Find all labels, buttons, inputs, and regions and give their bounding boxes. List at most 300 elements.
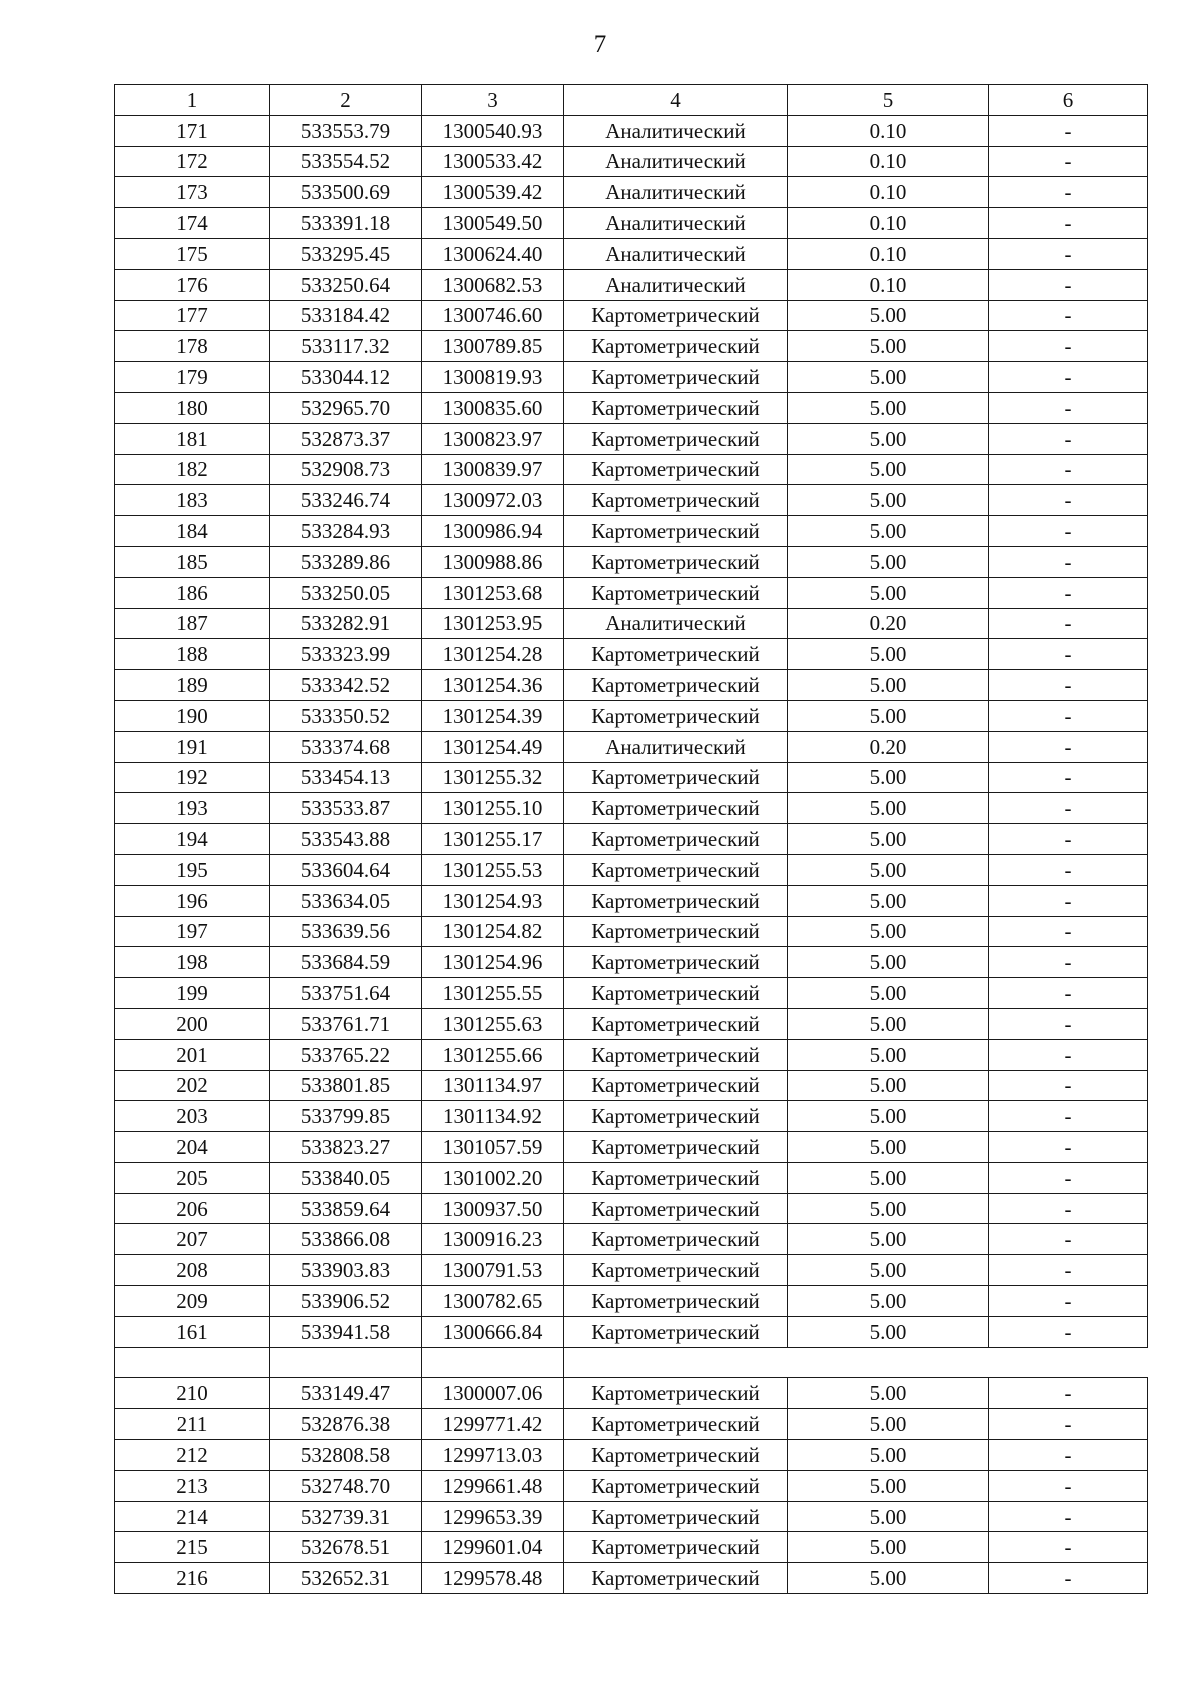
table-cell: -: [989, 1501, 1148, 1532]
table-cell: 532748.70: [270, 1470, 422, 1501]
table-row: [115, 1409, 1148, 1440]
table-cell: 533350.52: [270, 700, 422, 731]
table-cell: Картометрический: [564, 639, 788, 670]
table-cell: Картометрический: [564, 854, 788, 885]
table-cell: 0.10: [788, 238, 989, 269]
table-cell: 216: [115, 1563, 270, 1594]
table-cell: Картометрический: [564, 1316, 788, 1347]
table-cell: 1300782.65: [422, 1286, 564, 1317]
table-cell: 533553.79: [270, 115, 422, 146]
table-cell: 199: [115, 978, 270, 1009]
table-cell: -: [989, 854, 1148, 885]
table-row: [115, 1501, 1148, 1532]
table-cell: 212: [115, 1440, 270, 1471]
table-cell: 178: [115, 331, 270, 362]
table-cell: 533823.27: [270, 1132, 422, 1163]
table-row: [115, 1070, 1148, 1101]
table-row: [115, 1101, 1148, 1132]
table-cell: 1300972.03: [422, 485, 564, 516]
table-row: [115, 854, 1148, 885]
table-cell: [422, 1347, 564, 1378]
table-cell: 1301253.95: [422, 608, 564, 639]
table-cell: Картометрический: [564, 916, 788, 947]
table-cell: -: [989, 485, 1148, 516]
table-row: [115, 238, 1148, 269]
table-cell: Аналитический: [564, 608, 788, 639]
table-cell: 1300539.42: [422, 177, 564, 208]
table-row: [115, 1470, 1148, 1501]
table-cell: 213: [115, 1470, 270, 1501]
table-cell: 1301255.17: [422, 824, 564, 855]
table-cell: 532808.58: [270, 1440, 422, 1471]
table-cell: 533684.59: [270, 947, 422, 978]
table-cell: 1299661.48: [422, 1470, 564, 1501]
table-row: [115, 947, 1148, 978]
table-row: [115, 516, 1148, 547]
table-cell: 210: [115, 1378, 270, 1409]
table-cell: -: [989, 1162, 1148, 1193]
table-cell: -: [989, 546, 1148, 577]
table-cell: 533859.64: [270, 1193, 422, 1224]
coordinates-table-container: [114, 84, 1147, 1594]
table-cell: 1301134.92: [422, 1101, 564, 1132]
table-cell: 532678.51: [270, 1532, 422, 1563]
table-cell: Картометрический: [564, 1563, 788, 1594]
table-cell: -: [989, 1070, 1148, 1101]
table-cell: -: [989, 885, 1148, 916]
table-row: [115, 824, 1148, 855]
table-cell: Картометрический: [564, 1224, 788, 1255]
table-cell: 5.00: [788, 1193, 989, 1224]
table-cell: 533295.45: [270, 238, 422, 269]
table-cell: 1299601.04: [422, 1532, 564, 1563]
table-cell: 1301255.66: [422, 1039, 564, 1070]
table-row: [115, 300, 1148, 331]
table-row: [115, 1378, 1148, 1409]
table-cell: 1301254.93: [422, 885, 564, 916]
table-cell: 0.20: [788, 731, 989, 762]
table-row: [115, 269, 1148, 300]
table-cell: 533184.42: [270, 300, 422, 331]
table-cell: Картометрический: [564, 454, 788, 485]
table-gap-row: [115, 1347, 1148, 1378]
table-cell: -: [989, 208, 1148, 239]
table-cell: 1300746.60: [422, 300, 564, 331]
table-cell: 1299771.42: [422, 1409, 564, 1440]
table-cell: 1300986.94: [422, 516, 564, 547]
table-row: [115, 392, 1148, 423]
table-row: [115, 608, 1148, 639]
table-cell: Картометрический: [564, 1162, 788, 1193]
table-cell: 1301254.28: [422, 639, 564, 670]
table-cell: -: [989, 269, 1148, 300]
table-cell: 196: [115, 885, 270, 916]
table-row: [115, 731, 1148, 762]
table-row: [115, 1286, 1148, 1317]
table-cell: 177: [115, 300, 270, 331]
table-row: [115, 577, 1148, 608]
table-cell: Картометрический: [564, 824, 788, 855]
table-cell: 533391.18: [270, 208, 422, 239]
table-cell: 1301254.36: [422, 670, 564, 701]
table-cell: -: [989, 362, 1148, 393]
table-cell: Картометрический: [564, 577, 788, 608]
table-cell: -: [989, 1532, 1148, 1563]
table-cell: 1300789.85: [422, 331, 564, 362]
table-cell: 1301255.10: [422, 793, 564, 824]
table-cell: 5.00: [788, 670, 989, 701]
table-row: [115, 1008, 1148, 1039]
table-cell: Аналитический: [564, 238, 788, 269]
table-row: [115, 331, 1148, 362]
table-cell: 5.00: [788, 1162, 989, 1193]
table-row: [115, 146, 1148, 177]
table-cell: 5.00: [788, 1070, 989, 1101]
table-cell: 5.00: [788, 1039, 989, 1070]
table-cell: Картометрический: [564, 1409, 788, 1440]
table-cell: Картометрический: [564, 978, 788, 1009]
table-cell: 5.00: [788, 1224, 989, 1255]
table-cell: 5.00: [788, 546, 989, 577]
table-cell: Аналитический: [564, 208, 788, 239]
table-body-secondary: [115, 1378, 1148, 1594]
table-cell: 533634.05: [270, 885, 422, 916]
table-cell: -: [989, 300, 1148, 331]
table-cell: Картометрический: [564, 300, 788, 331]
table-cell: 5.00: [788, 1286, 989, 1317]
table-cell: 202: [115, 1070, 270, 1101]
table-cell: 176: [115, 269, 270, 300]
table-cell: Аналитический: [564, 146, 788, 177]
table-cell: 1301255.53: [422, 854, 564, 885]
table-cell: 180: [115, 392, 270, 423]
table-cell: -: [989, 392, 1148, 423]
table-cell: -: [989, 1008, 1148, 1039]
table-cell: -: [989, 423, 1148, 454]
table-cell: 183: [115, 485, 270, 516]
table-cell: 532965.70: [270, 392, 422, 423]
table-cell: -: [989, 577, 1148, 608]
table-cell: 533044.12: [270, 362, 422, 393]
table-cell: 5.00: [788, 1316, 989, 1347]
table-cell: 208: [115, 1255, 270, 1286]
table-cell: 533799.85: [270, 1101, 422, 1132]
table-cell: 533801.85: [270, 1070, 422, 1101]
table-cell: 0.10: [788, 208, 989, 239]
table-cell: 209: [115, 1286, 270, 1317]
table-cell: [115, 1347, 270, 1378]
table-cell: 1300540.93: [422, 115, 564, 146]
table-cell: 533906.52: [270, 1286, 422, 1317]
table-cell: 5.00: [788, 1563, 989, 1594]
table-cell: Аналитический: [564, 269, 788, 300]
table-cell: [564, 1347, 1148, 1378]
table-cell: Картометрический: [564, 1193, 788, 1224]
table-cell: 207: [115, 1224, 270, 1255]
column-header: 4: [564, 85, 788, 116]
table-cell: 200: [115, 1008, 270, 1039]
table-row: [115, 639, 1148, 670]
table-cell: 1299713.03: [422, 1440, 564, 1471]
table-cell: -: [989, 331, 1148, 362]
table-cell: 533761.71: [270, 1008, 422, 1039]
table-cell: 1301254.49: [422, 731, 564, 762]
table-cell: 533866.08: [270, 1224, 422, 1255]
table-cell: -: [989, 731, 1148, 762]
table-cell: 1301255.32: [422, 762, 564, 793]
table-cell: Картометрический: [564, 423, 788, 454]
table-cell: 194: [115, 824, 270, 855]
table-cell: -: [989, 1286, 1148, 1317]
table-cell: 5.00: [788, 516, 989, 547]
table-cell: -: [989, 1563, 1148, 1594]
column-header: 6: [989, 85, 1148, 116]
table-cell: 5.00: [788, 1470, 989, 1501]
table-cell: 5.00: [788, 454, 989, 485]
table-cell: 5.00: [788, 824, 989, 855]
table-cell: 5.00: [788, 793, 989, 824]
table-cell: 171: [115, 115, 270, 146]
table-cell: -: [989, 115, 1148, 146]
table-header-row: [115, 85, 1148, 116]
table-cell: 533282.91: [270, 608, 422, 639]
table-cell: 173: [115, 177, 270, 208]
table-cell: 1300937.50: [422, 1193, 564, 1224]
table-cell: Картометрический: [564, 1501, 788, 1532]
table-cell: 189: [115, 670, 270, 701]
table-cell: 533500.69: [270, 177, 422, 208]
table-cell: 1300916.23: [422, 1224, 564, 1255]
table-cell: 192: [115, 762, 270, 793]
table-cell: -: [989, 1440, 1148, 1471]
table-cell: Картометрический: [564, 1101, 788, 1132]
table-cell: 5.00: [788, 300, 989, 331]
table-cell: 185: [115, 546, 270, 577]
table-cell: 533342.52: [270, 670, 422, 701]
table-cell: 533604.64: [270, 854, 422, 885]
table-cell: 175: [115, 238, 270, 269]
table-row: [115, 454, 1148, 485]
table-cell: 5.00: [788, 885, 989, 916]
table-cell: 1300823.97: [422, 423, 564, 454]
table-cell: 533117.32: [270, 331, 422, 362]
table-row: [115, 423, 1148, 454]
table-row: [115, 485, 1148, 516]
table-cell: 215: [115, 1532, 270, 1563]
table-cell: 5.00: [788, 1008, 989, 1039]
table-cell: Картометрический: [564, 670, 788, 701]
table-cell: 0.10: [788, 146, 989, 177]
column-header: 3: [422, 85, 564, 116]
table-row: [115, 362, 1148, 393]
table-cell: 533284.93: [270, 516, 422, 547]
table-row: [115, 1132, 1148, 1163]
table-cell: 1299578.48: [422, 1563, 564, 1594]
table-cell: 191: [115, 731, 270, 762]
table-cell: 5.00: [788, 1501, 989, 1532]
table-cell: 1301253.68: [422, 577, 564, 608]
table-cell: 179: [115, 362, 270, 393]
table-cell: Картометрический: [564, 331, 788, 362]
table-cell: 533765.22: [270, 1039, 422, 1070]
table-cell: 1300007.06: [422, 1378, 564, 1409]
table-cell: 0.10: [788, 269, 989, 300]
table-cell: 1301254.82: [422, 916, 564, 947]
table-row: [115, 1563, 1148, 1594]
table-gap: [115, 1347, 1148, 1378]
table-cell: 533533.87: [270, 793, 422, 824]
table-cell: 532873.37: [270, 423, 422, 454]
table-cell: Картометрический: [564, 1378, 788, 1409]
table-cell: 5.00: [788, 854, 989, 885]
table-cell: 5.00: [788, 916, 989, 947]
table-cell: -: [989, 762, 1148, 793]
table-cell: 533639.56: [270, 916, 422, 947]
table-cell: 5.00: [788, 762, 989, 793]
table-cell: 533840.05: [270, 1162, 422, 1193]
table-cell: 5.00: [788, 423, 989, 454]
table-cell: -: [989, 1470, 1148, 1501]
table-cell: 174: [115, 208, 270, 239]
table-cell: 5.00: [788, 700, 989, 731]
table-row: [115, 1224, 1148, 1255]
table-cell: 533289.86: [270, 546, 422, 577]
table-cell: -: [989, 947, 1148, 978]
table-cell: 532652.31: [270, 1563, 422, 1594]
table-cell: 5.00: [788, 577, 989, 608]
table-cell: Картометрический: [564, 1532, 788, 1563]
table-cell: 181: [115, 423, 270, 454]
table-cell: 195: [115, 854, 270, 885]
table-row: [115, 916, 1148, 947]
table-cell: 1300533.42: [422, 146, 564, 177]
table-cell: 211: [115, 1409, 270, 1440]
table-cell: -: [989, 608, 1148, 639]
table-cell: 198: [115, 947, 270, 978]
table-cell: 5.00: [788, 392, 989, 423]
table-cell: -: [989, 516, 1148, 547]
table-cell: Картометрический: [564, 1070, 788, 1101]
table-cell: 0.10: [788, 177, 989, 208]
table-cell: -: [989, 670, 1148, 701]
table-cell: 533903.83: [270, 1255, 422, 1286]
table-cell: Картометрический: [564, 1286, 788, 1317]
table-cell: Аналитический: [564, 177, 788, 208]
table-row: [115, 700, 1148, 731]
table-cell: 1300624.40: [422, 238, 564, 269]
table-cell: 201: [115, 1039, 270, 1070]
table-cell: 1301134.97: [422, 1070, 564, 1101]
table-cell: Аналитический: [564, 115, 788, 146]
table-cell: Картометрический: [564, 1039, 788, 1070]
table-cell: 1301002.20: [422, 1162, 564, 1193]
table-cell: -: [989, 700, 1148, 731]
table-cell: 188: [115, 639, 270, 670]
table-cell: 5.00: [788, 639, 989, 670]
table-cell: -: [989, 146, 1148, 177]
table-cell: Аналитический: [564, 731, 788, 762]
table-cell: 533250.05: [270, 577, 422, 608]
table-row: [115, 762, 1148, 793]
table-cell: 5.00: [788, 947, 989, 978]
table-cell: 1300839.97: [422, 454, 564, 485]
table-cell: Картометрический: [564, 485, 788, 516]
table-cell: 1301057.59: [422, 1132, 564, 1163]
table-cell: -: [989, 454, 1148, 485]
table-cell: -: [989, 177, 1148, 208]
table-cell: Картометрический: [564, 1470, 788, 1501]
table-cell: 1299653.39: [422, 1501, 564, 1532]
table-cell: -: [989, 1378, 1148, 1409]
table-cell: 532876.38: [270, 1409, 422, 1440]
table-body-primary: [115, 115, 1148, 1347]
table-row: [115, 1193, 1148, 1224]
table-cell: Картометрический: [564, 1255, 788, 1286]
table-cell: 197: [115, 916, 270, 947]
table-cell: -: [989, 1224, 1148, 1255]
table-cell: 1300835.60: [422, 392, 564, 423]
column-header: 2: [270, 85, 422, 116]
table-cell: 0.20: [788, 608, 989, 639]
table-row: [115, 546, 1148, 577]
table-cell: 5.00: [788, 1440, 989, 1471]
table-row: [115, 670, 1148, 701]
column-header: 1: [115, 85, 270, 116]
table-cell: Картометрический: [564, 885, 788, 916]
table-cell: Картометрический: [564, 762, 788, 793]
table-cell: -: [989, 916, 1148, 947]
table-cell: Картометрический: [564, 392, 788, 423]
table-cell: 1300988.86: [422, 546, 564, 577]
table-cell: -: [989, 1039, 1148, 1070]
table-cell: -: [989, 824, 1148, 855]
coordinates-table: [114, 84, 1148, 1594]
table-cell: 1301255.55: [422, 978, 564, 1009]
table-row: [115, 1316, 1148, 1347]
table-cell: 533554.52: [270, 146, 422, 177]
table-cell: 206: [115, 1193, 270, 1224]
table-cell: 203: [115, 1101, 270, 1132]
table-cell: 1301255.63: [422, 1008, 564, 1039]
table-cell: -: [989, 1409, 1148, 1440]
table-cell: Картометрический: [564, 1132, 788, 1163]
table-cell: 5.00: [788, 362, 989, 393]
table-cell: 533751.64: [270, 978, 422, 1009]
table-cell: -: [989, 1316, 1148, 1347]
table-cell: 5.00: [788, 1532, 989, 1563]
table-cell: 190: [115, 700, 270, 731]
table-cell: 533941.58: [270, 1316, 422, 1347]
table-cell: 182: [115, 454, 270, 485]
column-header: 5: [788, 85, 989, 116]
table-cell: 1300791.53: [422, 1255, 564, 1286]
table-cell: 1300666.84: [422, 1316, 564, 1347]
table-cell: Картометрический: [564, 362, 788, 393]
table-cell: -: [989, 1101, 1148, 1132]
table-cell: 172: [115, 146, 270, 177]
table-cell: 533250.64: [270, 269, 422, 300]
table-cell: 533454.13: [270, 762, 422, 793]
table-cell: 184: [115, 516, 270, 547]
table-row: [115, 1532, 1148, 1563]
table-row: [115, 1255, 1148, 1286]
table-cell: -: [989, 978, 1148, 1009]
table-cell: 193: [115, 793, 270, 824]
table-row: [115, 177, 1148, 208]
page-number: 7: [593, 31, 607, 58]
table-cell: 5.00: [788, 1255, 989, 1286]
table-cell: [270, 1347, 422, 1378]
